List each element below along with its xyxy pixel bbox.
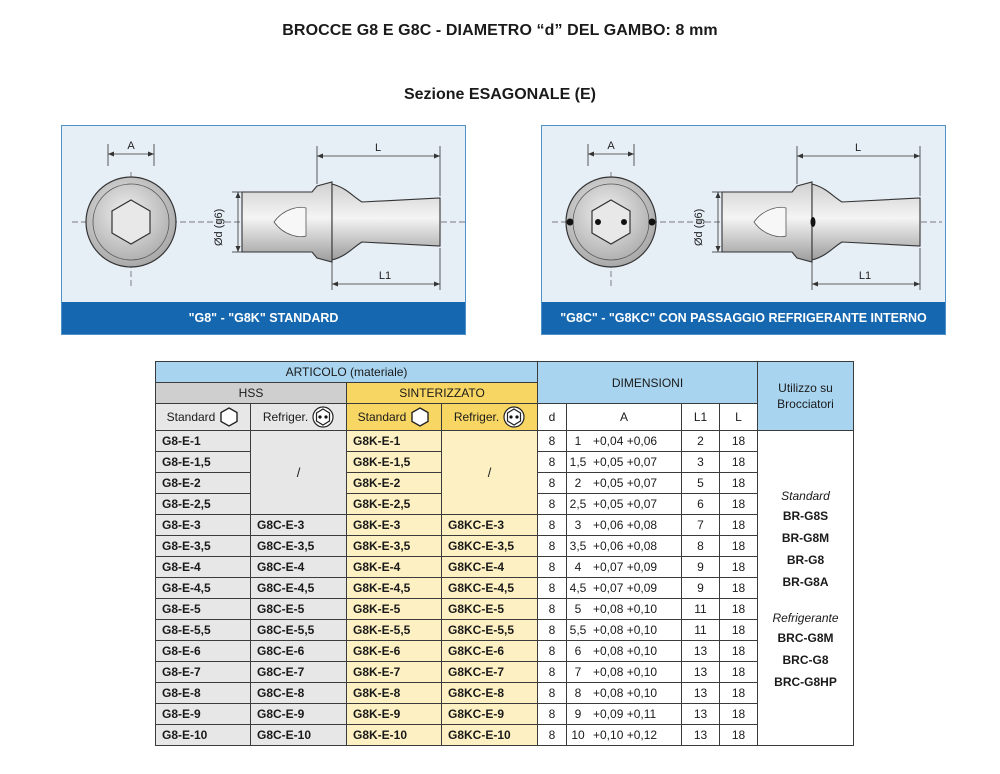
table-row xyxy=(156,725,854,746)
a-tolerance: +0,10 +0,12 xyxy=(593,728,658,742)
usage-coolant-machine: BRC-G8HP xyxy=(774,675,837,689)
table-row xyxy=(156,620,854,641)
hss-standard-code: G8-E-2,5 xyxy=(156,494,251,515)
a-nominal: 2 xyxy=(574,476,582,490)
table-row xyxy=(156,683,854,704)
sinterizzato-standard-code: G8K-E-5 xyxy=(347,599,442,620)
dimension-d-value: 8 xyxy=(538,704,567,725)
dimension-a-value xyxy=(567,641,682,662)
dimension-l-value: 18 xyxy=(720,704,758,725)
sinterizzato-standard-code: G8K-E-8 xyxy=(347,683,442,704)
hss-standard-code: G8-E-4 xyxy=(156,557,251,578)
dimension-l-label: L xyxy=(374,142,382,154)
header-hss-refriger: Refriger. xyxy=(251,404,347,431)
spec-table-body xyxy=(156,431,854,746)
hss-standard-code: G8-E-1,5 xyxy=(156,452,251,473)
sinterizzato-standard-code: G8K-E-1 xyxy=(347,431,442,452)
sinterizzato-refriger-code: G8KC-E-10 xyxy=(442,725,538,746)
dimension-l1-value: 2 xyxy=(682,431,720,452)
dimension-l1-value: 9 xyxy=(682,578,720,599)
sinterizzato-refriger-code: G8KC-E-8 xyxy=(442,683,538,704)
dimension-a-value xyxy=(567,578,682,599)
broach-coolant-drawing xyxy=(542,126,947,304)
header-col-d: d xyxy=(538,404,567,431)
a-tolerance: +0,08 +0,10 xyxy=(593,665,658,679)
sinterizzato-refriger-code: G8KC-E-7 xyxy=(442,662,538,683)
dimension-a-value xyxy=(567,599,682,620)
dimension-l-value: 18 xyxy=(720,515,758,536)
coolant-hole-icon xyxy=(649,219,656,226)
a-tolerance: +0,06 +0,08 xyxy=(593,518,658,532)
a-tolerance: +0,08 +0,10 xyxy=(593,686,658,700)
a-tolerance: +0,07 +0,09 xyxy=(593,581,658,595)
coolant-hole-icon xyxy=(621,219,627,225)
dimension-d-value: 8 xyxy=(538,578,567,599)
sinterizzato-standard-code: G8K-E-9 xyxy=(347,704,442,725)
dimension-d-label: Ød (g6) xyxy=(213,208,225,246)
sinterizzato-refriger-code: G8KC-E-5,5 xyxy=(442,620,538,641)
dimension-l-value: 18 xyxy=(720,431,758,452)
broach-body xyxy=(812,184,920,260)
dimension-l-value: 18 xyxy=(720,536,758,557)
sinterizzato-refriger-code: G8KC-E-9 xyxy=(442,704,538,725)
usage-refrigerante-label: Refrigerante xyxy=(772,611,839,625)
hss-standard-code: G8-E-8 xyxy=(156,683,251,704)
sinterizzato-standard-code: G8K-E-2 xyxy=(347,473,442,494)
caption-standard: "G8" - "G8K" STANDARD xyxy=(62,302,465,334)
dimension-l-value: 18 xyxy=(720,641,758,662)
dimension-d-value: 8 xyxy=(538,494,567,515)
coolant-hole-icon xyxy=(595,219,601,225)
hss-refriger-code: G8C-E-3,5 xyxy=(251,536,347,557)
dimension-l-label: L xyxy=(854,142,862,154)
dimension-l1-value: 7 xyxy=(682,515,720,536)
dimension-l1-value: 3 xyxy=(682,452,720,473)
header-sin-refriger: Refriger. xyxy=(442,404,538,431)
a-nominal: 4 xyxy=(574,560,582,574)
dimension-l-value: 18 xyxy=(720,599,758,620)
dimension-d-value: 8 xyxy=(538,431,567,452)
header-utilizzo: Utilizzo su Brocciatori xyxy=(758,362,854,431)
header-dimensioni: DIMENSIONI xyxy=(538,362,758,404)
dimension-l1-value: 11 xyxy=(682,599,720,620)
a-nominal: 2,5 xyxy=(569,497,587,511)
a-nominal: 1,5 xyxy=(569,455,587,469)
hss-standard-code: G8-E-5 xyxy=(156,599,251,620)
a-tolerance: +0,05 +0,07 xyxy=(593,497,658,511)
usage-cell xyxy=(758,431,854,746)
dimension-d-value: 8 xyxy=(538,473,567,494)
a-tolerance: +0,08 +0,10 xyxy=(593,623,658,637)
hss-standard-code: G8-E-4,5 xyxy=(156,578,251,599)
dimension-d-value: 8 xyxy=(538,620,567,641)
dimension-d-value: 8 xyxy=(538,662,567,683)
sinterizzato-standard-code: G8K-E-4,5 xyxy=(347,578,442,599)
dimension-l-value: 18 xyxy=(720,557,758,578)
sinterizzato-standard-code: G8K-E-3,5 xyxy=(347,536,442,557)
dimension-a-value xyxy=(567,494,682,515)
sinterizzato-refriger-code: G8KC-E-4 xyxy=(442,557,538,578)
hss-standard-code: G8-E-10 xyxy=(156,725,251,746)
dimension-d-value: 8 xyxy=(538,557,567,578)
sinterizzato-standard-code: G8K-E-1,5 xyxy=(347,452,442,473)
dimension-l-value: 18 xyxy=(720,620,758,641)
broach-standard-drawing xyxy=(62,126,467,304)
table-row xyxy=(156,431,854,452)
dimension-d-label: Ød (g6) xyxy=(693,208,705,246)
dimension-a-value xyxy=(567,431,682,452)
a-nominal: 3 xyxy=(574,518,582,532)
dimension-l-value: 18 xyxy=(720,683,758,704)
dimension-l1-value: 9 xyxy=(682,557,720,578)
broach-spec-table xyxy=(155,361,854,746)
dimension-a-value xyxy=(567,683,682,704)
dimension-d-value: 8 xyxy=(538,725,567,746)
dimension-a-value xyxy=(567,536,682,557)
dimension-l-value: 18 xyxy=(720,452,758,473)
a-nominal: 10 xyxy=(571,728,585,742)
hss-refriger-code: G8C-E-7 xyxy=(251,662,347,683)
dimension-l1-value: 13 xyxy=(682,662,720,683)
table-row xyxy=(156,557,854,578)
hss-standard-code: G8-E-5,5 xyxy=(156,620,251,641)
hss-refriger-code: G8C-E-3 xyxy=(251,515,347,536)
dimension-a-value xyxy=(567,557,682,578)
dimension-d-value: 8 xyxy=(538,536,567,557)
hss-refriger-code: G8C-E-8 xyxy=(251,683,347,704)
a-tolerance: +0,06 +0,08 xyxy=(593,539,658,553)
header-col-a: A xyxy=(567,404,682,431)
sinterizzato-standard-code: G8K-E-5,5 xyxy=(347,620,442,641)
dimension-d-value: 8 xyxy=(538,515,567,536)
a-tolerance: +0,07 +0,09 xyxy=(593,560,658,574)
dimension-d-value: 8 xyxy=(538,452,567,473)
hss-refriger-code: G8C-E-10 xyxy=(251,725,347,746)
sinterizzato-refriger-code: G8KC-E-3,5 xyxy=(442,536,538,557)
dimension-l1-value: 13 xyxy=(682,683,720,704)
dimension-d-value: 8 xyxy=(538,683,567,704)
dimension-l-value: 18 xyxy=(720,473,758,494)
hss-refriger-code: G8C-E-5,5 xyxy=(251,620,347,641)
sinterizzato-standard-code: G8K-E-7 xyxy=(347,662,442,683)
sinterizzato-standard-code: G8K-E-10 xyxy=(347,725,442,746)
hss-refriger-code: G8C-E-4,5 xyxy=(251,578,347,599)
a-nominal: 5,5 xyxy=(569,623,587,637)
coolant-hole-icon xyxy=(567,219,574,226)
a-nominal: 7 xyxy=(574,665,582,679)
table-row xyxy=(156,536,854,557)
hss-refriger-code: G8C-E-5 xyxy=(251,599,347,620)
hexagon-icon xyxy=(219,407,239,427)
a-nominal: 9 xyxy=(574,707,582,721)
hss-standard-code: G8-E-2 xyxy=(156,473,251,494)
dimension-a-value xyxy=(567,620,682,641)
sinterizzato-refriger-code: G8KC-E-4,5 xyxy=(442,578,538,599)
dimension-l1-label: L1 xyxy=(858,270,872,282)
header-hss: HSS xyxy=(156,383,347,404)
header-sin-standard: Standard xyxy=(347,404,442,431)
page-title: BROCCE G8 E G8C - DIAMETRO “d” DEL GAMBO: 8 mm xyxy=(282,22,718,39)
sinterizzato-refriger-code: G8KC-E-3 xyxy=(442,515,538,536)
hss-standard-code: G8-E-3 xyxy=(156,515,251,536)
sinterizzato-standard-code: G8K-E-6 xyxy=(347,641,442,662)
a-nominal: 5 xyxy=(574,602,582,616)
sinterizzato-refriger-code: G8KC-E-6 xyxy=(442,641,538,662)
drawing-panel-standard xyxy=(61,125,466,335)
dimension-l1-value: 13 xyxy=(682,725,720,746)
usage-standard-label: Standard xyxy=(781,489,830,503)
hss-standard-code: G8-E-1 xyxy=(156,431,251,452)
broach-body xyxy=(332,184,440,260)
dimension-d-value: 8 xyxy=(538,599,567,620)
table-row xyxy=(156,641,854,662)
a-tolerance: +0,08 +0,10 xyxy=(593,644,658,658)
a-tolerance: +0,05 +0,07 xyxy=(593,476,658,490)
sinterizzato-refriger-empty: / xyxy=(442,431,538,515)
caption-coolant: "G8C" - "G8KC" CON PASSAGGIO REFRIGERANTE INTERNO xyxy=(542,302,945,334)
a-tolerance: +0,09 +0,11 xyxy=(593,707,657,721)
hss-refriger-code: G8C-E-9 xyxy=(251,704,347,725)
dimension-l-value: 18 xyxy=(720,494,758,515)
a-nominal: 8 xyxy=(574,686,582,700)
table-row xyxy=(156,704,854,725)
table-row xyxy=(156,662,854,683)
header-hss-standard: Standard xyxy=(156,404,251,431)
section-subtitle: Sezione ESAGONALE (E) xyxy=(403,86,597,103)
dimension-a-value xyxy=(567,452,682,473)
hss-standard-code: G8-E-3,5 xyxy=(156,536,251,557)
dimension-l1-value: 11 xyxy=(682,620,720,641)
hss-standard-code: G8-E-6 xyxy=(156,641,251,662)
sinterizzato-standard-code: G8K-E-2,5 xyxy=(347,494,442,515)
sinterizzato-refriger-code: G8KC-E-5 xyxy=(442,599,538,620)
dimension-l1-value: 13 xyxy=(682,704,720,725)
dimension-l1-value: 13 xyxy=(682,641,720,662)
a-tolerance: +0,04 +0,06 xyxy=(593,434,658,448)
header-articolo: ARTICOLO (materiale) xyxy=(156,362,538,383)
header-col-l1: L1 xyxy=(682,404,720,431)
dimension-l1-value: 5 xyxy=(682,473,720,494)
sinterizzato-standard-code: G8K-E-4 xyxy=(347,557,442,578)
table-row xyxy=(156,515,854,536)
coolant-hexagon-icon xyxy=(503,406,525,428)
usage-broaching-machine: BR-G8 xyxy=(786,553,825,567)
coolant-outlet-icon xyxy=(811,217,816,227)
usage-broaching-machine: BR-G8M xyxy=(781,531,830,545)
hss-refriger-code: G8C-E-4 xyxy=(251,557,347,578)
usage-coolant-machine: BRC-G8M xyxy=(777,631,834,645)
dimension-a-value xyxy=(567,725,682,746)
header-sinterizzato: SINTERIZZATO xyxy=(347,383,538,404)
dimension-a-label: A xyxy=(607,140,615,152)
table-row xyxy=(156,578,854,599)
hss-refriger-empty: / xyxy=(251,431,347,515)
dimension-a-value xyxy=(567,704,682,725)
a-nominal: 4,5 xyxy=(569,581,587,595)
coolant-hexagon-icon xyxy=(312,406,334,428)
usage-coolant-machine: BRC-G8 xyxy=(782,653,829,667)
dimension-a-value xyxy=(567,662,682,683)
usage-broaching-machine: BR-G8A xyxy=(782,575,829,589)
sinterizzato-standard-code: G8K-E-3 xyxy=(347,515,442,536)
dimension-a-value xyxy=(567,473,682,494)
hss-refriger-code: G8C-E-6 xyxy=(251,641,347,662)
hexagon-icon xyxy=(410,407,430,427)
drawing-panel-coolant xyxy=(541,125,946,335)
dimension-l1-value: 6 xyxy=(682,494,720,515)
hss-standard-code: G8-E-7 xyxy=(156,662,251,683)
dimension-a-label: A xyxy=(127,140,135,152)
dimension-l-value: 18 xyxy=(720,578,758,599)
dimension-l1-label: L1 xyxy=(378,270,392,282)
header-col-l: L xyxy=(720,404,758,431)
a-tolerance: +0,08 +0,10 xyxy=(593,602,658,616)
dimension-l1-value: 8 xyxy=(682,536,720,557)
table-row xyxy=(156,599,854,620)
usage-broaching-machine: BR-G8S xyxy=(782,509,829,523)
a-tolerance: +0,05 +0,07 xyxy=(593,455,658,469)
dimension-a-value xyxy=(567,515,682,536)
a-nominal: 6 xyxy=(574,644,582,658)
dimension-d-value: 8 xyxy=(538,641,567,662)
a-nominal: 1 xyxy=(574,434,582,448)
dimension-l-value: 18 xyxy=(720,725,758,746)
dimension-l-value: 18 xyxy=(720,662,758,683)
a-nominal: 3,5 xyxy=(569,539,587,553)
hss-standard-code: G8-E-9 xyxy=(156,704,251,725)
